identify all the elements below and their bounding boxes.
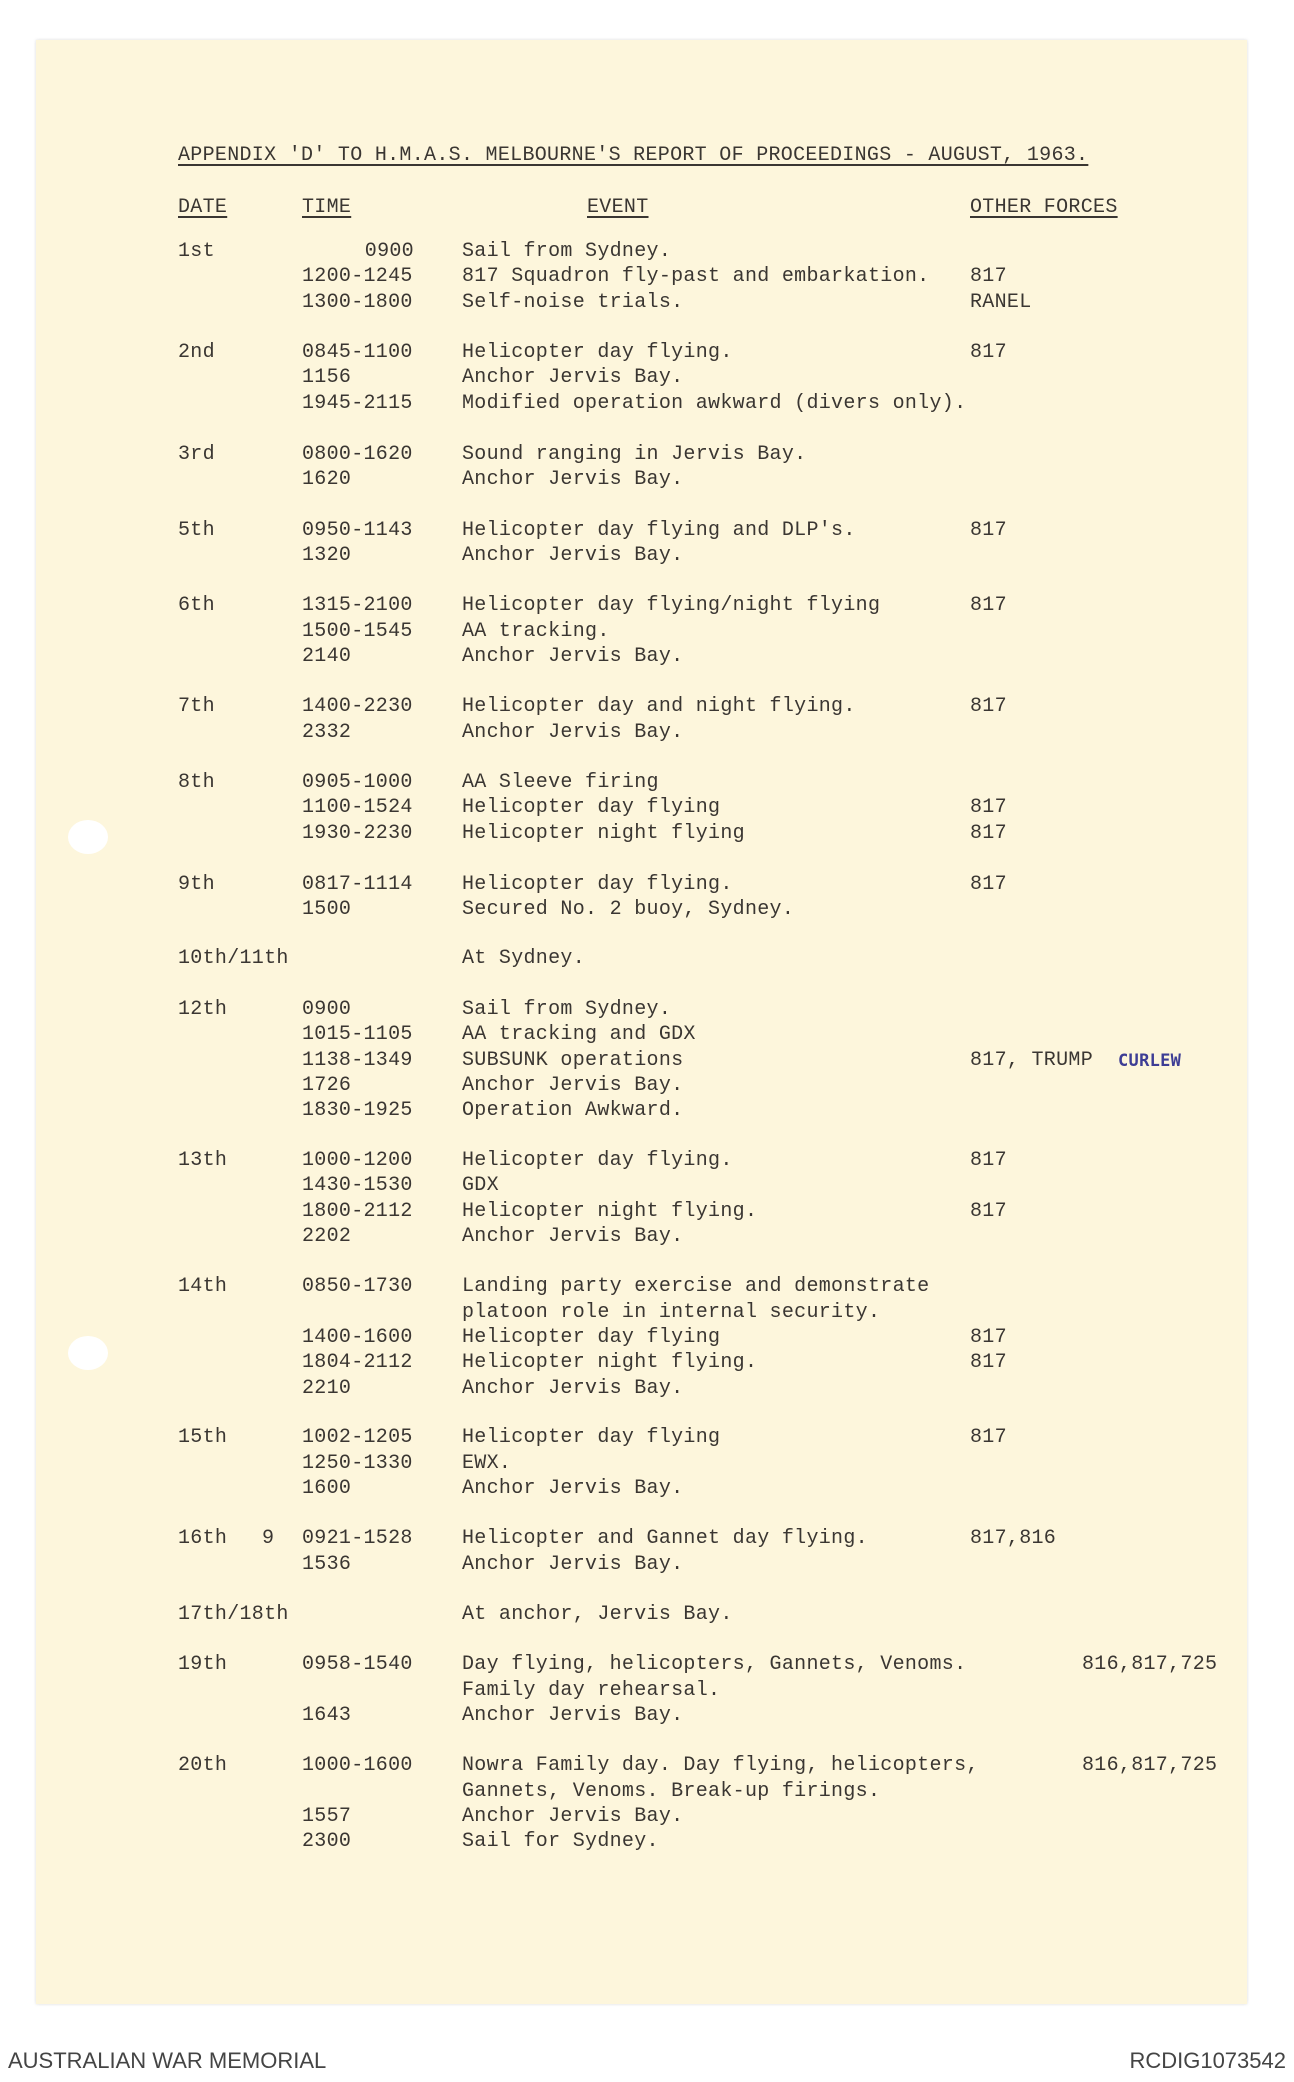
entry-event: Helicopter night flying. bbox=[462, 1199, 758, 1223]
entry-time: 1945-2115 bbox=[302, 391, 413, 415]
entry-event: AA tracking and GDX bbox=[462, 1023, 696, 1047]
entry-date: 17th/18th bbox=[178, 1602, 289, 1626]
entry-time: 1930-2230 bbox=[302, 821, 413, 845]
entry-date: 20th bbox=[178, 1754, 228, 1778]
entry-event: Helicopter and Gannet day flying. bbox=[462, 1527, 868, 1551]
entry-other-forces: 816,817,725 bbox=[1082, 1653, 1218, 1677]
entry-event: platoon role in internal security. bbox=[462, 1300, 881, 1324]
margin-note: 9 bbox=[262, 1527, 275, 1551]
entry-time: 1726 bbox=[302, 1073, 352, 1097]
entry-time: 1315-2100 bbox=[302, 594, 413, 618]
entry-event: Landing party exercise and demonstrate bbox=[462, 1275, 930, 1299]
entry-event: GDX bbox=[462, 1174, 499, 1198]
entry-time: 1536 bbox=[302, 1552, 352, 1576]
entry-event: Anchor Jervis Bay. bbox=[462, 1552, 684, 1576]
entry-time: 0900 bbox=[302, 997, 352, 1021]
entry-other-forces: 817 bbox=[970, 1351, 1007, 1375]
entry-time: 1320 bbox=[302, 544, 352, 568]
entry-date: 10th/11th bbox=[178, 947, 289, 971]
entry-event: Helicopter day flying bbox=[462, 1426, 721, 1450]
entry-event: Helicopter day flying. bbox=[462, 340, 733, 364]
entry-other-forces: 816,817,725 bbox=[1082, 1754, 1218, 1778]
entry-time: 1804-2112 bbox=[302, 1351, 413, 1375]
entry-event: Sail from Sydney. bbox=[462, 240, 672, 264]
entry-time: 0921-1528 bbox=[302, 1527, 413, 1551]
entry-time: 1300-1800 bbox=[302, 290, 413, 314]
entry-other-forces: 817 bbox=[970, 873, 1007, 897]
ship-stamp: CURLEW bbox=[1118, 1050, 1182, 1071]
entry-date: 5th bbox=[178, 518, 215, 542]
entry-event: Self-noise trials. bbox=[462, 290, 684, 314]
entry-date: 9th bbox=[178, 873, 215, 897]
entry-event: Helicopter day flying. bbox=[462, 873, 733, 897]
footer-source: AUSTRALIAN WAR MEMORIAL bbox=[8, 2048, 327, 2073]
entry-date: 3rd bbox=[178, 443, 215, 467]
entry-time: 1250-1330 bbox=[302, 1451, 413, 1475]
entry-date: 7th bbox=[178, 695, 215, 719]
entry-event: Sail from Sydney. bbox=[462, 997, 672, 1021]
entry-time: 0950-1143 bbox=[302, 518, 413, 542]
footer-id: RCDIG1073542 bbox=[1129, 2048, 1286, 2073]
entry-event: Modified operation awkward (divers only). bbox=[462, 391, 967, 415]
entry-time: 1000-1600 bbox=[302, 1754, 413, 1778]
entry-date: 14th bbox=[178, 1275, 228, 1299]
entry-other-forces: 817 bbox=[970, 1199, 1007, 1223]
entry-other-forces: 817 bbox=[970, 1149, 1007, 1173]
entry-event: Anchor Jervis Bay. bbox=[462, 468, 684, 492]
entry-event: Operation Awkward. bbox=[462, 1099, 684, 1123]
entry-time: 2210 bbox=[302, 1376, 352, 1400]
entry-event: Sound ranging in Jervis Bay. bbox=[462, 443, 807, 467]
entry-time: 0900 bbox=[364, 240, 414, 264]
entry-other-forces: 817 bbox=[970, 796, 1007, 820]
entry-time: 0817-1114 bbox=[302, 873, 413, 897]
entry-event: Anchor Jervis Bay. bbox=[462, 1704, 684, 1728]
entry-time: 0800-1620 bbox=[302, 443, 413, 467]
entry-time: 1200-1245 bbox=[302, 265, 413, 289]
entry-event: Helicopter day flying bbox=[462, 1325, 721, 1349]
entry-time: 1400-2230 bbox=[302, 695, 413, 719]
entry-time: 0905-1000 bbox=[302, 770, 413, 794]
entry-event: Family day rehearsal. bbox=[462, 1678, 721, 1702]
entry-event: Nowra Family day. Day flying, helicopters, bbox=[462, 1754, 979, 1778]
entry-event: SUBSUNK operations bbox=[462, 1048, 684, 1072]
entry-other-forces: 817 bbox=[970, 340, 1007, 364]
entry-time: 1830-1925 bbox=[302, 1099, 413, 1123]
entry-event: Helicopter day flying. bbox=[462, 1149, 733, 1173]
entry-event: EWX. bbox=[462, 1451, 512, 1475]
entry-event: At anchor, Jervis Bay. bbox=[462, 1602, 733, 1626]
entry-time: 2140 bbox=[302, 645, 352, 669]
entry-date: 8th bbox=[178, 770, 215, 794]
entry-event: Anchor Jervis Bay. bbox=[462, 1073, 684, 1097]
entry-event: Helicopter day flying and DLP's. bbox=[462, 518, 856, 542]
entry-time: 1156 bbox=[302, 366, 352, 390]
entry-other-forces: 817 bbox=[970, 594, 1007, 618]
punch-hole bbox=[68, 1336, 108, 1370]
document-title: APPENDIX 'D' TO H.M.A.S. MELBOURNE'S REPORT OF PROCEEDINGS - AUGUST, 1963. bbox=[178, 144, 1089, 167]
entry-event: Anchor Jervis Bay. bbox=[462, 1376, 684, 1400]
header-date: DATE bbox=[178, 196, 228, 219]
entry-time: 1500 bbox=[302, 898, 352, 922]
entry-time: 1643 bbox=[302, 1704, 352, 1728]
entry-event: Helicopter day flying/night flying bbox=[462, 594, 881, 618]
entry-time: 1015-1105 bbox=[302, 1023, 413, 1047]
entry-date: 16th bbox=[178, 1527, 228, 1551]
entry-time: 1400-1600 bbox=[302, 1325, 413, 1349]
entry-event: 817 Squadron fly-past and embarkation. bbox=[462, 265, 930, 289]
entry-date: 13th bbox=[178, 1149, 228, 1173]
entry-time: 0850-1730 bbox=[302, 1275, 413, 1299]
entry-event: Gannets, Venoms. Break-up firings. bbox=[462, 1779, 881, 1803]
entry-time: 1600 bbox=[302, 1477, 352, 1501]
entry-event: Anchor Jervis Bay. bbox=[462, 720, 684, 744]
entry-other-forces: 817, TRUMP bbox=[970, 1048, 1094, 1072]
entry-other-forces: 817 bbox=[970, 518, 1007, 542]
entry-time: 1557 bbox=[302, 1804, 352, 1828]
entry-event: Anchor Jervis Bay. bbox=[462, 544, 684, 568]
entry-date: 6th bbox=[178, 594, 215, 618]
entry-event: Helicopter night flying bbox=[462, 821, 745, 845]
entry-other-forces: 817 bbox=[970, 265, 1007, 289]
entry-time: 0845-1100 bbox=[302, 340, 413, 364]
entry-other-forces: 817 bbox=[970, 695, 1007, 719]
punch-hole bbox=[68, 820, 108, 854]
entry-time: 1002-1205 bbox=[302, 1426, 413, 1450]
entry-time: 0958-1540 bbox=[302, 1653, 413, 1677]
entry-date: 2nd bbox=[178, 340, 215, 364]
entry-date: 12th bbox=[178, 997, 228, 1021]
entry-time: 1138-1349 bbox=[302, 1048, 413, 1072]
entry-time: 1800-2112 bbox=[302, 1199, 413, 1223]
entry-event: Anchor Jervis Bay. bbox=[462, 366, 684, 390]
entry-event: AA tracking. bbox=[462, 619, 610, 643]
entry-time: 2300 bbox=[302, 1830, 352, 1854]
header-other-forces: OTHER FORCES bbox=[970, 196, 1118, 219]
entry-date: 15th bbox=[178, 1426, 228, 1450]
entry-time: 1100-1524 bbox=[302, 796, 413, 820]
entry-other-forces: 817,816 bbox=[970, 1527, 1057, 1551]
header-event: EVENT bbox=[587, 196, 649, 219]
entry-time: 1000-1200 bbox=[302, 1149, 413, 1173]
entry-time: 1500-1545 bbox=[302, 619, 413, 643]
entry-event: Helicopter night flying. bbox=[462, 1351, 758, 1375]
entry-event: Helicopter day and night flying. bbox=[462, 695, 856, 719]
entry-time: 1620 bbox=[302, 468, 352, 492]
entry-event: At Sydney. bbox=[462, 947, 586, 971]
entry-event: AA Sleeve firing bbox=[462, 770, 659, 794]
entry-other-forces: RANEL bbox=[970, 290, 1032, 314]
entry-event: Sail for Sydney. bbox=[462, 1830, 659, 1854]
entry-date: 19th bbox=[178, 1653, 228, 1677]
entry-time: 2332 bbox=[302, 720, 352, 744]
entry-event: Anchor Jervis Bay. bbox=[462, 1804, 684, 1828]
entry-date: 1st bbox=[178, 240, 215, 264]
entry-event: Helicopter day flying bbox=[462, 796, 721, 820]
entry-event: Anchor Jervis Bay. bbox=[462, 645, 684, 669]
entry-time: 2202 bbox=[302, 1225, 352, 1249]
header-time: TIME bbox=[302, 196, 352, 219]
entry-other-forces: 817 bbox=[970, 1426, 1007, 1450]
entry-time: 1430-1530 bbox=[302, 1174, 413, 1198]
entry-other-forces: 817 bbox=[970, 1325, 1007, 1349]
entry-event: Day flying, helicopters, Gannets, Venoms. bbox=[462, 1653, 967, 1677]
entry-event: Secured No. 2 buoy, Sydney. bbox=[462, 898, 795, 922]
entry-other-forces: 817 bbox=[970, 821, 1007, 845]
entry-event: Anchor Jervis Bay. bbox=[462, 1477, 684, 1501]
entry-event: Anchor Jervis Bay. bbox=[462, 1225, 684, 1249]
